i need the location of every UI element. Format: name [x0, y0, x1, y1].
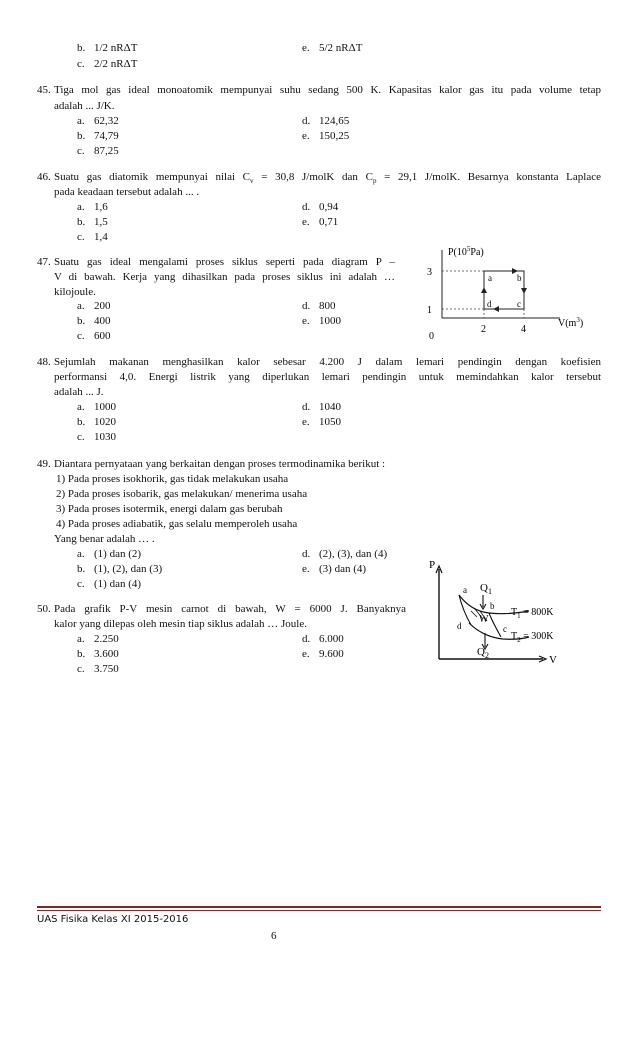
carnot-pv-diagram	[425, 555, 585, 667]
y-tick-label: 1	[427, 305, 432, 316]
question-text: Sejumlah makanan menghasilkan kalor sebesar 4.200 J dalam lemari pendingin dengan koefisien	[54, 356, 601, 368]
option-text: 2/2 nRΔT	[94, 58, 138, 70]
option-text: (1) dan (4)	[94, 578, 142, 590]
option-text: 1030	[94, 431, 116, 443]
option-letter: a.	[77, 115, 85, 127]
question-number: 45.	[37, 84, 51, 96]
option-text: 3.600	[94, 648, 119, 660]
footer-divider	[37, 906, 601, 908]
x-tick-label: 2	[481, 324, 486, 335]
option-letter: b.	[77, 648, 86, 660]
option-letter: c.	[77, 58, 85, 70]
option-text: 1020	[94, 416, 116, 428]
point-label-c: c	[517, 299, 521, 309]
option-text: 1050	[319, 416, 341, 428]
question-text: kalor yang dilepas oleh mesin tiap siklus adalah … Joule.	[54, 618, 307, 630]
question-number: 48.	[37, 356, 51, 368]
option-text: (1), (2), dan (3)	[94, 563, 163, 575]
option-letter: b.	[77, 563, 86, 575]
question-text: Suatu gas ideal mengalami proses siklus seperti pada diagram P –	[54, 256, 395, 268]
option-text: (2), (3), dan (4)	[319, 548, 388, 560]
question-text: Suatu gas diatomik mempunyai nilai $C_v = 30,8$ J/molK dan $C_p = 29,1$ J/molK. Besarnya konstanta Laplace	[54, 171, 601, 186]
statement: 4) Pada proses adiabatik, gas selalu memperoleh usaha	[56, 518, 298, 530]
point-label-d: d	[487, 299, 492, 309]
t2-label: $T_2 = 300K$	[511, 631, 554, 644]
p-axis-label: P	[429, 559, 436, 571]
option-letter: d.	[302, 401, 311, 413]
footer-title: UAS Fisika Kelas XI 2015-2016	[37, 914, 189, 925]
option-text: 1/2 nRΔT	[94, 42, 138, 54]
option-letter: e.	[302, 563, 310, 575]
option-text: 0,71	[319, 216, 339, 228]
option-text: (1) dan (2)	[94, 548, 142, 560]
question-text: Diantara pernyataan yang berkaitan dengan proses termodinamika berikut :	[54, 458, 386, 470]
option-letter: b.	[77, 216, 86, 228]
statement: 3) Pada proses isotermik, energi dalam gas berubah	[56, 503, 283, 515]
question-number: 49.	[37, 458, 51, 470]
option-text: 62,32	[94, 115, 119, 127]
option-text: 74,79	[94, 130, 119, 142]
option-text: 200	[94, 300, 111, 312]
q2-label: $Q_2$	[477, 646, 489, 660]
option-letter: e.	[302, 416, 310, 428]
point-label-b: b	[490, 601, 495, 611]
option-letter: c.	[77, 231, 85, 243]
option-letter: e.	[302, 216, 310, 228]
origin-label: 0	[429, 331, 434, 342]
v-axis-label: V	[549, 654, 557, 666]
option-text: 6.000	[319, 633, 344, 645]
option-text: 3.750	[94, 663, 119, 675]
option-letter: b.	[77, 42, 86, 54]
option-text: 150,25	[319, 130, 350, 142]
t1-label: $T_1 = 800K$	[511, 607, 554, 620]
point-label-a: a	[488, 273, 492, 283]
option-text: 1040	[319, 401, 341, 413]
option-text: 87,25	[94, 145, 119, 157]
option-text: 124,65	[319, 115, 350, 127]
x-tick-label: 4	[521, 324, 526, 335]
option-text: 9.600	[319, 648, 344, 660]
question-text: adalah ... J.	[54, 386, 104, 398]
work-label: W	[479, 614, 489, 625]
point-label-d: d	[457, 621, 462, 631]
option-text: 5/2 nRΔT	[319, 42, 363, 54]
question-text: Tiga mol gas ideal monoatomik mempunyai suhu sedang 500 K. Kapasitas kalor gas itu pada volume tetap	[54, 84, 601, 96]
q1-label: $Q_1$	[480, 582, 492, 596]
option-text: 2.250	[94, 633, 119, 645]
y-tick-label: 3	[427, 267, 432, 278]
option-letter: c.	[77, 145, 85, 157]
option-letter: d.	[302, 633, 311, 645]
option-letter: c.	[77, 578, 85, 590]
option-letter: e.	[302, 648, 310, 660]
option-text: 1,5	[94, 216, 108, 228]
question-text: performansi 4,0. Energi listrik yang diperlukan lemari pendingin untuk memindahkan kalor tersebut	[54, 371, 601, 383]
point-label-c: c	[503, 624, 507, 634]
option-letter: b.	[77, 130, 86, 142]
arrow-da-icon	[481, 287, 487, 293]
option-letter: a.	[77, 300, 85, 312]
pv-cycle-diagram	[420, 240, 595, 345]
option-letter: b.	[77, 315, 86, 327]
question-number: 47.	[37, 256, 51, 268]
adiabat-bc	[489, 613, 501, 637]
footer-divider-thin	[37, 910, 601, 911]
question-text: V di bawah. Kerja yang dihasilkan pada proses siklus ini adalah …	[54, 271, 395, 283]
option-letter: a.	[77, 401, 85, 413]
option-text: 1000	[319, 315, 341, 327]
question-text: Pada grafik P-V mesin carnot di bawah, W = 6000 J. Banyaknya	[54, 603, 406, 615]
option-letter: a.	[77, 633, 85, 645]
page-number: 6	[271, 930, 277, 942]
arrow-bc-icon	[521, 288, 527, 294]
option-text: 1000	[94, 401, 116, 413]
option-text: 0,94	[319, 201, 339, 213]
option-letter: d.	[302, 548, 311, 560]
option-text: 600	[94, 330, 111, 342]
option-letter: c.	[77, 431, 85, 443]
option-text: 800	[319, 300, 336, 312]
arrow-cd-icon	[493, 306, 499, 312]
statement: 2) Pada proses isobarik, gas melakukan/ menerima usaha	[56, 488, 308, 500]
y-axis-label: $P(10^5Pa)$	[448, 245, 484, 258]
point-label-b: b	[517, 273, 522, 283]
option-letter: a.	[77, 201, 85, 213]
question-number: 50.	[37, 603, 51, 615]
question-text: adalah ... J/K.	[54, 100, 115, 112]
option-letter: e.	[302, 130, 310, 142]
option-text: 400	[94, 315, 111, 327]
option-letter: c.	[77, 663, 85, 675]
question-text: pada keadaan tersebut adalah ... .	[54, 186, 200, 198]
option-text: 1,6	[94, 201, 108, 213]
x-axis-label: $V(m^3)$	[558, 316, 584, 329]
option-letter: d.	[302, 201, 311, 213]
statement: 1) Pada proses isokhorik, gas tidak melakukan usaha	[56, 473, 289, 485]
question-text: kilojoule.	[54, 286, 96, 298]
question-number: 46.	[37, 171, 51, 183]
option-letter: e.	[302, 42, 310, 54]
point-label-a: a	[463, 585, 467, 595]
option-letter: b.	[77, 416, 86, 428]
question-prompt: Yang benar adalah … .	[54, 533, 155, 545]
option-letter: d.	[302, 115, 311, 127]
option-letter: a.	[77, 548, 85, 560]
option-text: (3) dan (4)	[319, 563, 367, 575]
option-letter: c.	[77, 330, 85, 342]
option-letter: e.	[302, 315, 310, 327]
option-letter: d.	[302, 300, 311, 312]
option-text: 1,4	[94, 231, 108, 243]
